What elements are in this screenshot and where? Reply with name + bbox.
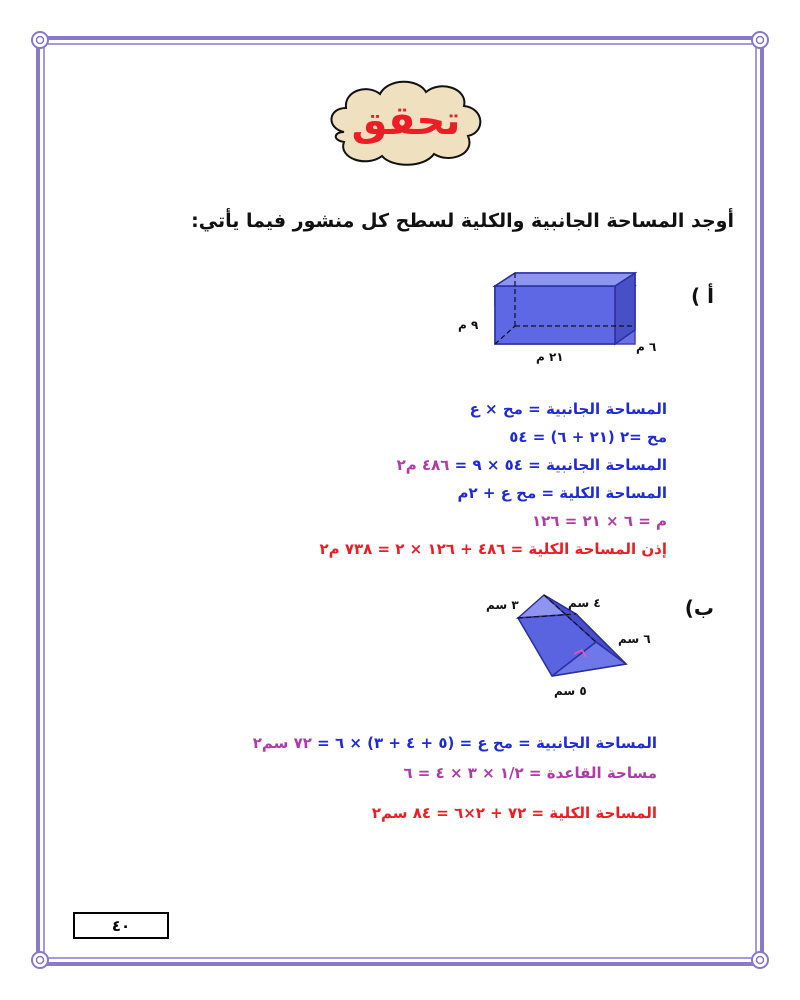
- problem-b-label: ب): [684, 596, 714, 620]
- a-line-4: المساحة الكلية = مح ع + ٢م: [457, 484, 667, 502]
- page-title: تحقق: [351, 98, 461, 144]
- dim-height-a: ٩ م: [458, 318, 479, 332]
- dim-top-left-b: ٣ سم: [486, 598, 519, 612]
- b-line-3: المساحة الكلية = ٧٢ + ٢×٦ = ٨٤ سم٢: [371, 804, 657, 822]
- a-line-6: إذن المساحة الكلية = ٤٨٦ + ١٢٦ × ٢ = ٧٣٨ م٢: [319, 540, 667, 558]
- b-line-1-result: ٧٢ سم٢: [252, 734, 312, 752]
- b-line-1: [253, 734, 657, 752]
- b-line-1-text: المساحة الجانبية = مح ع = (٥ + ٤ + ٣) × ٦ =: [311, 734, 657, 752]
- dim-side-b: ٦ سم: [618, 632, 651, 646]
- b-line-2: مساحة القاعدة = ١/٢ × ٣ × ٤ = ٦: [403, 764, 657, 782]
- dim-length-a: ٢١ م: [536, 350, 564, 364]
- a-line-3-text: المساحة الجانبية = ٥٤ × ٩ =: [449, 456, 667, 474]
- a-line-3: [397, 456, 667, 474]
- a-line-1: المساحة الجانبية = مح × ع: [469, 400, 667, 418]
- dim-top-right-b: ٤ سم: [568, 596, 601, 610]
- dim-width-a: ٦ م: [636, 340, 657, 354]
- rectangular-prism: [480, 268, 650, 358]
- a-line-5: م = ٦ × ٢١ = ١٢٦: [532, 512, 667, 530]
- a-line-3-result: ٤٨٦ م٢: [396, 456, 450, 474]
- problem-a-label: أ ): [691, 284, 714, 308]
- page-number: ٤٠: [73, 912, 169, 939]
- a-line-2: مح =٢ (٢١ + ٦) = ٥٤: [509, 428, 667, 446]
- dim-bottom-b: ٥ سم: [554, 684, 587, 698]
- instruction-text: أوجد المساحة الجانبية والكلية لسطح كل منشور فيما يأتي:: [191, 210, 734, 232]
